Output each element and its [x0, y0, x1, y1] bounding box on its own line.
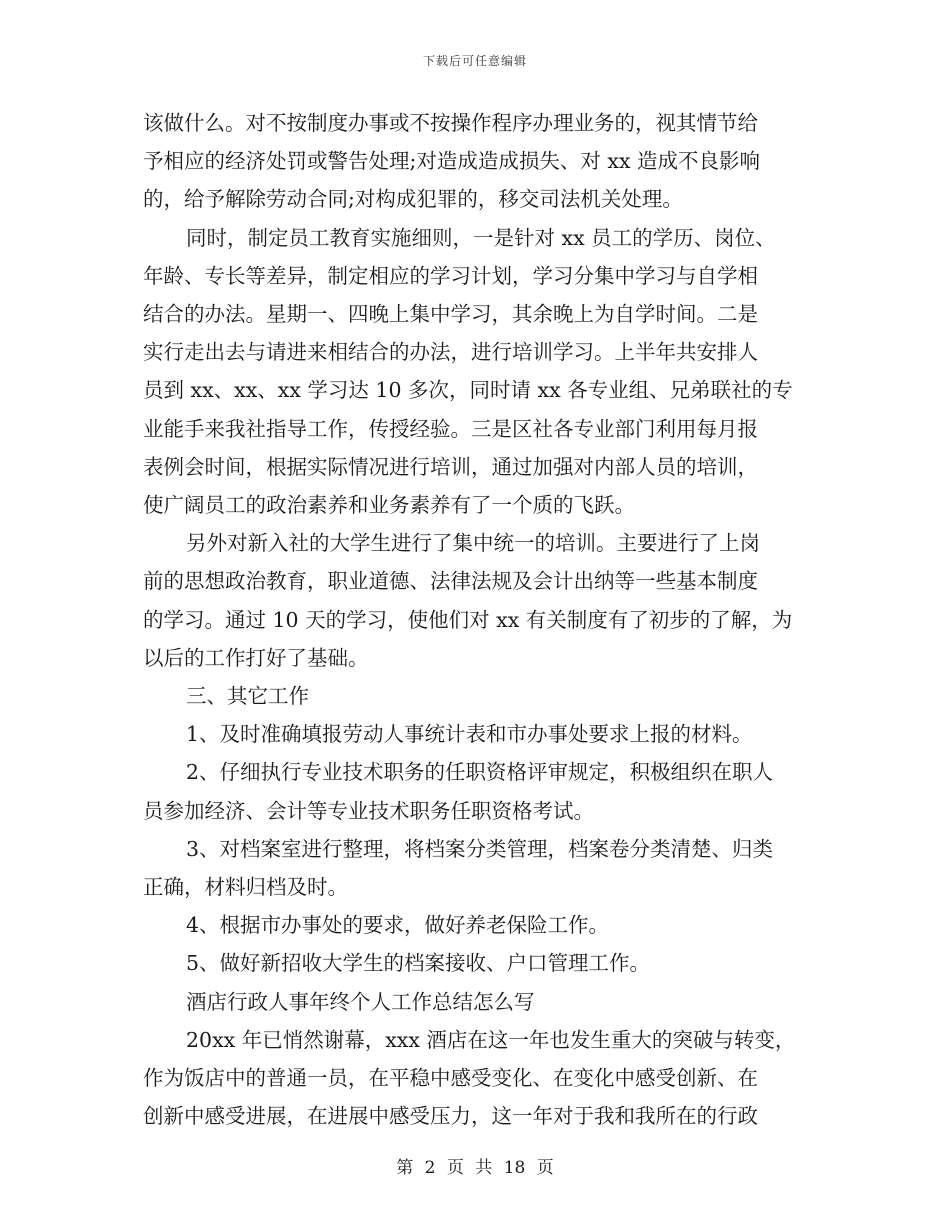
text-line: 实行走出去与请进来相结合的办法，进行培训学习。上半年共安排人	[143, 340, 758, 365]
page-header: 下载后可任意编辑	[422, 54, 527, 68]
text-line: 3、对档案室进行整理，将档案分类管理，档案卷分类清楚、归类	[186, 836, 774, 861]
text-line: 三、其它工作	[186, 684, 309, 709]
text-line: 20xx 年已悄然谢幕，xxx 酒店在这一年也发生重大的突破与转变，	[186, 1027, 796, 1052]
text-line: 予相应的经济处罚或警告处理;对造成造成损失、对 xx 造成不良影响	[143, 149, 761, 174]
text-line: 前的思想政治教育，职业道德、法律法规及会计出纳等一些基本制度	[143, 569, 758, 594]
text-line: 的学习。通过 10 天的学习，使他们对 xx 有关制度有了初步的了解，为	[143, 607, 793, 632]
text-line: 该做什么。对不按制度办事或不按操作程序办理业务的，视其情节给	[143, 111, 758, 135]
text-line: 5、做好新招收大学生的档案接收、户口管理工作。	[186, 951, 651, 976]
text-line: 员到 xx、xx、xx 学习达 10 多次，同时请 xx 各专业组、兄弟联社的专	[143, 378, 793, 403]
page-footer: 第 2 页 共 18 页	[396, 1158, 554, 1178]
text-line: 1、及时准确填报劳动人事统计表和市办事处要求上报的材料。	[186, 722, 753, 747]
text-line: 酒店行政人事年终个人工作总结怎么写	[186, 989, 535, 1014]
text-line: 同时，制定员工教育实施细则，一是针对 xx 员工的学历、岗位、	[186, 225, 776, 250]
text-line: 表例会时间，根据实际情况进行培训，通过加强对内部人员的培训，	[143, 454, 758, 479]
text-line: 使广阔员工的政治素养和业务素养有了一个质的飞跃。	[143, 493, 635, 518]
text-line: 结合的办法。星期一、四晚上集中学习，其余晚上为自学时间。二是	[143, 302, 758, 327]
text-line: 业能手来我社指导工作，传授经验。三是区社各专业部门利用每月报	[143, 416, 758, 441]
text-line: 另外对新入社的大学生进行了集中统一的培训。主要进行了上岗	[186, 531, 760, 556]
text-line: 的，给予解除劳动合同;对构成犯罪的，移交司法机关处理。	[143, 187, 683, 212]
text-line: 4、根据市办事处的要求，做好养老保险工作。	[186, 913, 610, 938]
text-line: 正确，材料归档及时。	[143, 875, 348, 900]
text-line: 年龄、专长等差异，制定相应的学习计划，学习分集中学习与自学相	[143, 263, 758, 288]
text-line: 作为饭店中的普通一员，在平稳中感受变化、在变化中感受创新、在	[143, 1066, 758, 1091]
text-line: 以后的工作打好了基础。	[143, 645, 369, 670]
text-line: 创新中感受进展，在进展中感受压力，这一年对于我和我所在的行政	[143, 1104, 758, 1129]
text-line: 员参加经济、会计等专业技术职务任职资格考试。	[143, 798, 594, 823]
document-body	[143, 104, 803, 1135]
text-line: 2、仔细执行专业技术职务的任职资格评审规定，积极组织在职人	[186, 760, 774, 785]
